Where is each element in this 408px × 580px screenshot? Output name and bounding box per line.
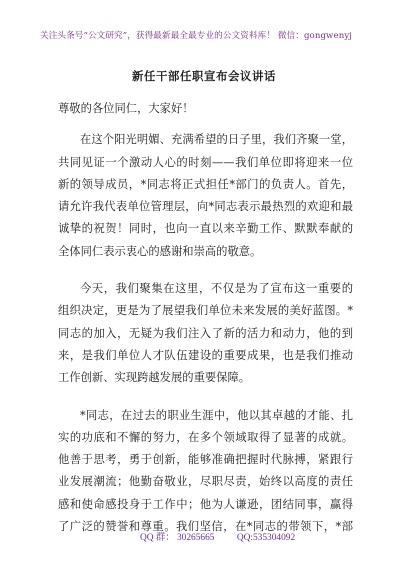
paragraph-line: 实的功底和不懈的努力，在多个领域取得了显著的成就。 [58, 430, 353, 444]
document-title: 新任干部任职宣布会议讲话 [132, 69, 276, 83]
paragraph-line: 在这个阳光明媚、充满希望的日子里，我们齐聚一堂， [80, 133, 353, 147]
paragraph-line: 他善于思考，勇于创新，能够准确把握时代脉搏，紧跟行 [58, 453, 353, 467]
paragraph-line: 同志的加入，无疑为我们注入了新的活力和动力，他的到 [58, 326, 353, 340]
paragraph-line: *同志，在过去的职业生涯中，他以其卓越的才能、扎 [80, 408, 353, 422]
paragraph-1 [58, 129, 353, 263]
paragraph-line: 来，是我们单位人才队伍建设的重要成果，也是我们推动 [58, 348, 353, 362]
paragraph-line: 请允许我代表单位管理层，向*同志表示最热烈的欢迎和最 [58, 200, 353, 214]
paragraph-line: 今天，我们聚集在这里，不仅是为了宣布这一重要的 [80, 282, 353, 296]
paragraph-line: 新的领导成员，*同志将正式担任*部门的负责人。首先， [58, 177, 353, 191]
paragraph-line: 组织决定，更是为了展望我们单位未来发展的美好蓝图。* [58, 304, 353, 318]
paragraph-line: 共同见证一个激动人心的时刻——我们单位即将迎来一位 [58, 155, 353, 169]
qq-group-number: QQ 群： 30265665 [140, 533, 215, 543]
footer-contact [140, 529, 295, 543]
paragraph-line: 了广泛的赞誉和尊重。我们坚信，在*同志的带领下，*部 [58, 520, 353, 534]
qq-number: QQ:535304092 [236, 533, 296, 543]
salutation: 尊敬的各位同仁，大家好！ [58, 102, 194, 115]
paragraph-line: 感和使命感投身于工作中；他为人谦逊，团结同事，赢得 [58, 497, 353, 511]
document-body [58, 98, 353, 553]
paragraph-line: 业发展潮流；他勤奋敬业，尽职尽责，始终以高度的责任 [58, 475, 353, 489]
paragraph-2 [58, 278, 353, 389]
header-banner: 关注头条号“公文研究”，获得最新最全最专业的公文资料库！ 微信：gongwenyj [40, 31, 353, 41]
paragraph-line: 全体同仁表示衷心的感谢和崇高的敬意。 [58, 244, 262, 258]
paragraph-line: 诚挚的祝贺！同时，也向一直以来辛勤工作、默默奉献的 [58, 222, 353, 236]
paragraph-3 [58, 405, 353, 539]
paragraph-line: 工作创新、实现跨越发展的重要保障。 [58, 371, 251, 385]
